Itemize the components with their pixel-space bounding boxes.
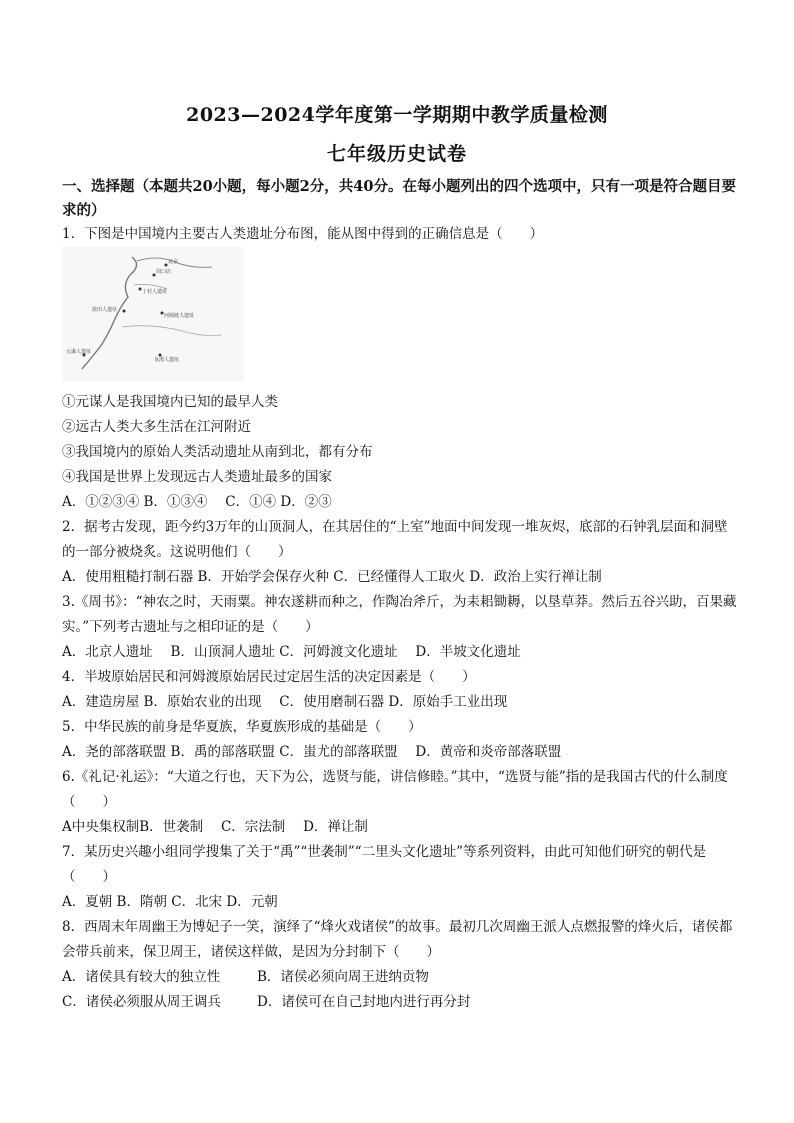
map-label-dingcun: 丁村人遗址 [142, 289, 168, 295]
question-8-stem: 8．西周末年周幽王为博妃子一笑，演绎了“烽火戏诸侯”的故事。最初几次周幽王派人点燃报警的烽火后，诸侯都会带兵前来，保卫周王，诸侯这样做，是因为分封制下（ ） [62, 919, 733, 960]
q4-options: A．建造房屋 B．原始农业的出现 C．使用磨制石器 D．原始手工业出现 [62, 694, 508, 710]
map-label-zhoukoudian: 周口店 [156, 269, 172, 275]
map-label-lantian: 蓝田人遗址 [92, 307, 118, 313]
q6-options: A中央集权制B．世袭制 C．宗法制 D．禅让制 [62, 819, 368, 835]
q7-options: A．夏朝 B．隋朝 C．北宋 D．元朝 [62, 894, 278, 910]
map-label-yuanmou: 元谋人遗址 [66, 349, 92, 355]
q1-statement-4: ④我国是世界上发现远古人类遗址最多的国家 [62, 469, 332, 485]
map-label-liangzhu: 良渚人遗址 [154, 357, 180, 363]
map-image [62, 247, 244, 381]
question-1-stem: 1．下图是中国境内主要古人类遗址分布图，能从图中得到的正确信息是（ ） [62, 226, 544, 242]
q8-option-b: B．诸侯必须向周王进纳贡物 [257, 969, 429, 985]
question-2-stem: 2．据考古发现，距今约3万年的山顶洞人，在其居住的“上室”地面中间发现一堆灰烬，底部的石钟乳层面和洞壁的一部分被烧炙。这说明他们（ ） [62, 519, 728, 560]
q1-statement-3: ③我国境内的原始人类活动遗址从南到北，都有分布 [62, 444, 373, 460]
q5-options: A．尧的部落联盟 B．禹的部落联盟 C．蚩尤的部落联盟 D．黄帝和炎帝部落联盟 [62, 744, 562, 760]
question-3-stem: 3.《周书》：“神农之时，天雨粟。神农遂耕而种之，作陶冶斧斤，为耒耜锄耨，以垦草莽。然后五谷兴助，百果藏实。”下列考古遗址与之相印证的是（ ） [62, 594, 737, 635]
section-heading: 一、选择题（本题共20小题，每小题2分，共40分。在每小题列出的四个选项中，只有一项是符合题目要求的） [62, 178, 736, 219]
q1-options: A．①②③④ B．①③④ C．①④ D．②③ [62, 494, 332, 510]
q8-options-row1 [62, 965, 740, 990]
exam-title: 2023—2024学年度第一学期期中教学质量检测 [186, 104, 608, 126]
q2-options: A．使用粗糙打制石器 B．开始学会保存火种 C．已经懂得人工取火 D．政治上实行禅让制 [62, 569, 602, 585]
q3-options: A．北京人遗址 B．山顶洞人遗址 C．河姆渡文化遗址 D．半坡文化遗址 [62, 644, 521, 660]
q8-option-c: C．诸侯必须服从周王调兵 [62, 994, 221, 1010]
map-label-hemudu: 河姆渡人遗址 [164, 313, 195, 319]
q1-statement-2: ②远古人类大多生活在江河附近 [62, 419, 251, 435]
exam-subtitle: 七年级历史试卷 [326, 143, 467, 165]
q1-statement-1: ①元谋人是我国境内已知的最早人类 [62, 394, 278, 410]
question-6-stem: 6.《礼记·礼运》：“大道之行也，天下为公，选贤与能，讲信修睦。”其中，“选贤与能”指的是我国古代的什么制度（ ） [62, 769, 728, 810]
question-1-body [62, 390, 740, 515]
question-5-stem: 5．中华民族的前身是华夏族，华夏族形成的基础是（ ） [62, 719, 422, 735]
q8-options-row2 [62, 990, 740, 1015]
question-4-stem: 4．半坡原始居民和河姆渡原始居民过定居生活的决定因素是（ ） [62, 669, 476, 685]
map-label-beijing: 北京 [168, 259, 179, 265]
question-7-stem: 7．某历史兴趣小组同学搜集了关于“禹”“世袭制”“二里头文化遗址”等系列资料，由此可知他们研究的朝代是（ ） [62, 844, 706, 885]
questions-block [62, 515, 740, 1015]
map-figure [62, 247, 244, 381]
q8-option-a: A．诸侯具有较大的独立性 [62, 969, 221, 985]
q8-option-d: D．诸侯可在自己封地内进行再分封 [257, 994, 471, 1010]
